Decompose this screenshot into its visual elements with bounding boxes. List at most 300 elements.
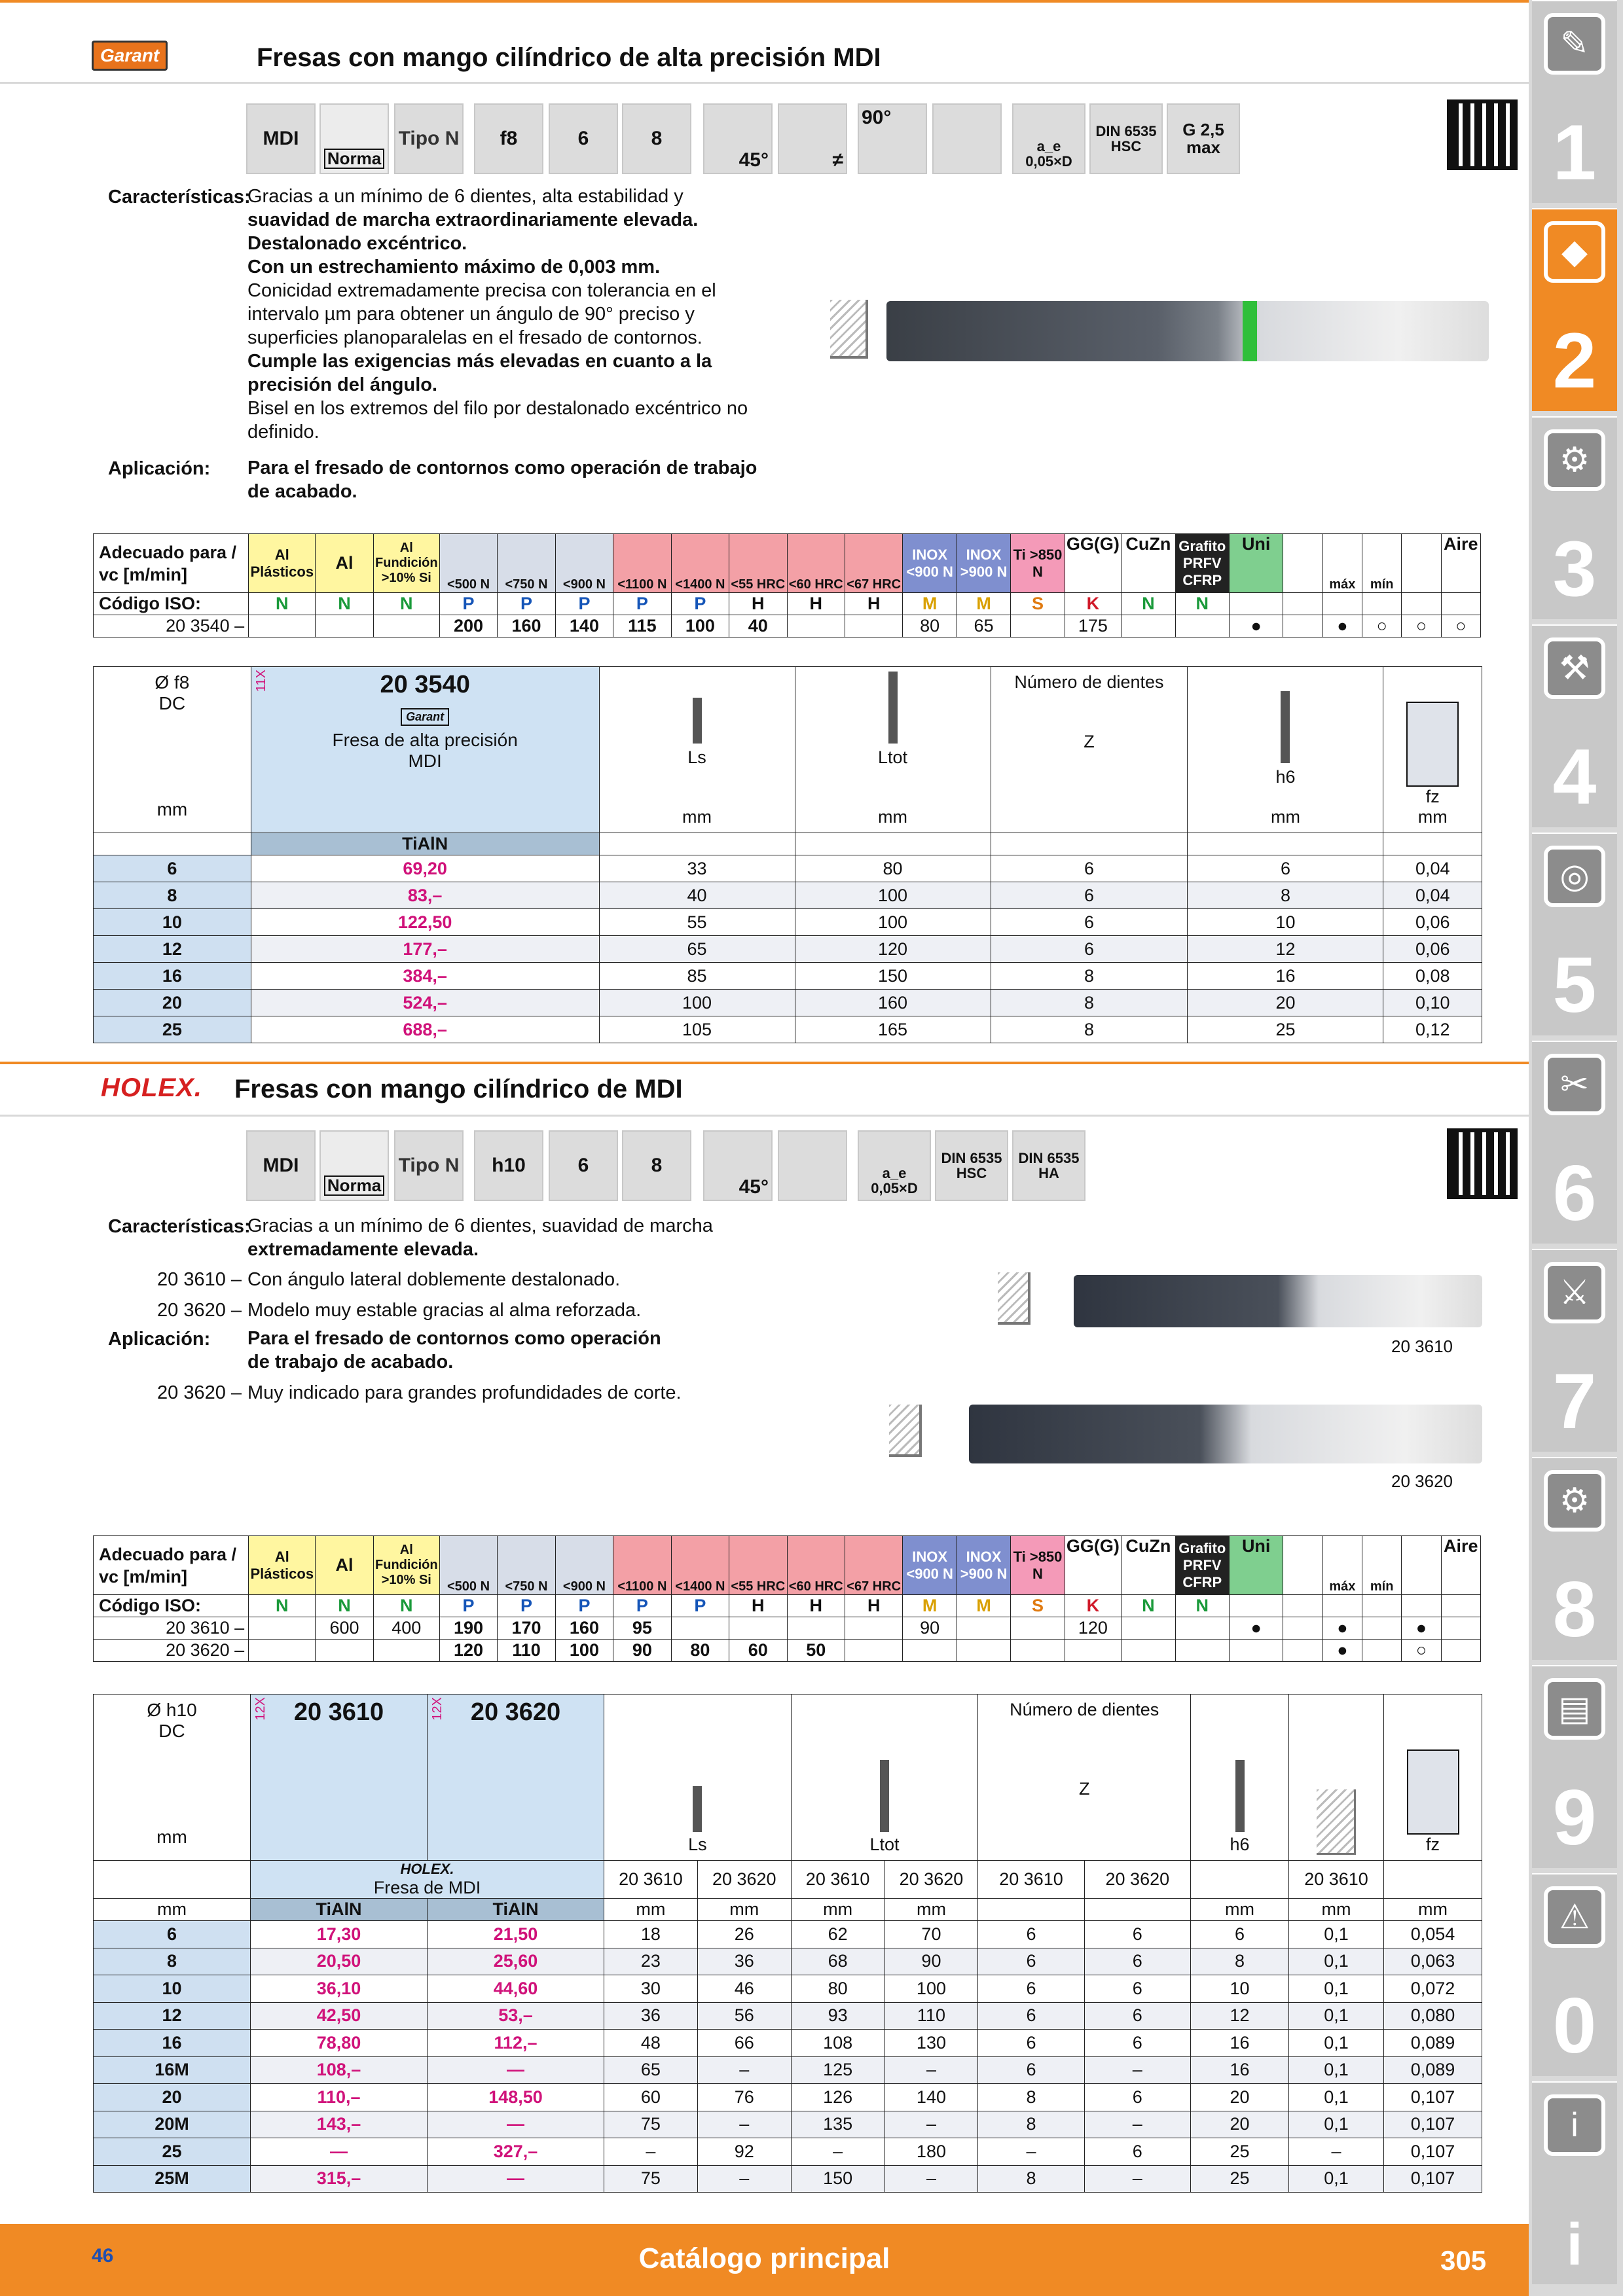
cell-la: 126 [791, 2084, 884, 2111]
cell [957, 1640, 1010, 1662]
cell-ls: 40 [599, 882, 795, 909]
symbol-direction-icon-2 [778, 1130, 847, 1201]
cell-pb: — [428, 2111, 604, 2138]
note-203610-code: 20 3610 – [157, 1269, 242, 1290]
cell-lb: 140 [884, 2084, 978, 2111]
cell [1441, 1640, 1480, 1662]
cell: N [1122, 1595, 1175, 1617]
symbol-direction-icon [932, 103, 1002, 174]
feed-fz-icon [1406, 702, 1459, 787]
cell-lsa: 75 [604, 2165, 698, 2193]
cell-price: 83,– [251, 882, 599, 909]
side-tab-number: 7 [1552, 1357, 1597, 1445]
side-tab-6[interactable] [1532, 1041, 1617, 1244]
chapter-8-icon: ⚙ [1544, 1470, 1605, 1532]
cell [787, 615, 845, 637]
cell: S [1011, 593, 1065, 615]
qr-code-icon-2[interactable] [1447, 1128, 1518, 1199]
cell-pa: 17,30 [251, 1921, 428, 1948]
cell-z: 6 [991, 936, 1188, 963]
cell [1283, 1640, 1322, 1662]
cell-pa: 315,– [251, 2165, 428, 2193]
cell-h6: 16 [1191, 2030, 1289, 2057]
cell-h6: 10 [1191, 1975, 1289, 2003]
cell-zb: 6 [1084, 2084, 1190, 2111]
cell: P [555, 593, 613, 615]
chamfer-size-icon [1317, 1789, 1356, 1855]
cell-pa: 78,80 [251, 2030, 428, 2057]
symbol-norma-2: Norma [319, 1130, 389, 1201]
cell-pb: 53,– [428, 2002, 604, 2030]
side-tab-1[interactable] [1532, 0, 1617, 203]
symbol-balance: G 2,5 max [1167, 103, 1240, 174]
cell-dc: 6 [94, 1921, 251, 1948]
tool-green-ring [1243, 301, 1257, 361]
cell: 65 [957, 615, 1010, 637]
cell [1011, 1617, 1065, 1640]
cell-za: 6 [978, 1975, 1084, 2003]
cell-h6: 25 [1188, 1016, 1383, 1043]
cell: 80 [903, 615, 957, 637]
length-ltot-icon-2 [880, 1760, 889, 1832]
cell-lb: 180 [884, 2138, 978, 2166]
suitability-table-1: Adecuado para / vc [m/min] Al Plásticos Al Al Fundición >10% Si <500 N <750 N <900 N <1100 N <1400 N <55 HRC <60 HRC <67 HRC INOX <900 N INOX >900 N Ti >850 N GG(G) CuZn Grafito PRFV CFRP Uni máx mín Aire Código ISO: N N N P P P P P H H H M M S K N N 20 3540 – 200 160 140 115 100 40 80 65 175 ● ● ○ ○ ○ [93, 533, 1481, 637]
cell-price: 524,– [251, 990, 599, 1016]
chapter-5-icon: ◎ [1544, 846, 1605, 907]
cell-ch: 0,1 [1289, 1948, 1384, 1975]
note-203620-app-code: 20 3620 – [157, 1382, 242, 1403]
cell-fz: 0,08 [1383, 963, 1482, 990]
side-tab-9[interactable] [1532, 1665, 1617, 1868]
cell: 600 [316, 1617, 373, 1640]
table-row [94, 2002, 1482, 2030]
cell-pb: 148,50 [428, 2084, 604, 2111]
cell-lb: 110 [884, 2002, 978, 2030]
cell-dc: 8 [94, 882, 251, 909]
cell-lsa: 75 [604, 2111, 698, 2138]
cell-z: 6 [991, 909, 1188, 936]
cell [1011, 1640, 1065, 1662]
suitability-table-2: Adecuado para / vc [m/min] Al Plásticos Al Al Fundición >10% Si <500 N <750 N <900 N <1100 N <1400 N <55 HRC <60 HRC <67 HRC INOX <900 N INOX >900 N Ti >850 N GG(G) CuZn Grafito PRFV CFRP Uni máx mín Aire Código ISO: N N N P P P P P H H H M M S K N N 20 3610 – 600 400 190 170 160 95 90 120 ● ● ● 20 3620 – 120 110 100 90 80 60 50 ● ○ [93, 1535, 1481, 1662]
cell: 110 [498, 1640, 555, 1662]
symbol-norma: Norma [319, 103, 389, 174]
cell-ch: 0,1 [1289, 2165, 1384, 2193]
cell-dc: 25 [94, 1016, 251, 1043]
cell-lb: 100 [884, 1975, 978, 2003]
cell: ● [1229, 1617, 1283, 1640]
cell: H [845, 1595, 902, 1617]
cell [1283, 1595, 1322, 1617]
cell-dc: 6 [94, 855, 251, 882]
cell: P [498, 593, 555, 615]
chapter-7-icon: ⚔ [1544, 1262, 1605, 1323]
cell: H [787, 593, 845, 615]
section2-title: Fresas con mango cilíndrico de MDI [234, 1075, 683, 1103]
cell-h6: 12 [1191, 2002, 1289, 2030]
cell [249, 615, 316, 637]
cell-h6: 16 [1191, 2056, 1289, 2084]
side-tab-number: 3 [1552, 525, 1597, 613]
cell: ○ [1402, 615, 1441, 637]
chapter-9-icon: ▤ [1544, 1678, 1605, 1740]
cell-h6: 12 [1188, 936, 1383, 963]
cell: 100 [555, 1640, 613, 1662]
side-tab-0[interactable] [1532, 1873, 1617, 2076]
cell: 120 [1065, 1617, 1121, 1640]
cell [316, 615, 373, 637]
cell-la: – [791, 2138, 884, 2166]
length-ls-icon [693, 698, 702, 744]
iso-row-2: Código ISO: N N N P P P P P H H H M M S K N N [94, 1595, 1481, 1617]
tool-label-203620: 20 3620 [1391, 1471, 1453, 1491]
cell-h6: 6 [1191, 1921, 1289, 1948]
table-row [94, 2138, 1482, 2166]
symbol-8-teeth-icon: 8 [622, 103, 691, 174]
cell: 95 [613, 1617, 671, 1640]
symbol-tipo-2: Tipo N [394, 1130, 464, 1201]
cell [316, 1640, 373, 1662]
cell: ● [1322, 1640, 1362, 1662]
side-tab-5[interactable] [1532, 833, 1617, 1035]
cell-pb: — [428, 2056, 604, 2084]
cell: ● [1322, 615, 1362, 637]
cell-h6: 8 [1188, 882, 1383, 909]
cell-dc: 25 [94, 2138, 251, 2166]
chapter-6-icon: ✂ [1544, 1054, 1605, 1115]
symbol-helix-45-icon-2: 45° [703, 1130, 773, 1201]
cell-pa: 108,– [251, 2056, 428, 2084]
cell: N [1175, 1595, 1229, 1617]
cell-za: – [978, 2138, 1084, 2166]
symbol-helix-45-icon: 45° [703, 103, 773, 174]
cell-ch: 0,1 [1289, 2030, 1384, 2057]
cell-lb: – [884, 2056, 978, 2084]
dry-icon [1402, 534, 1441, 593]
cell [1122, 615, 1175, 637]
dry-icon-2 [1402, 1536, 1441, 1595]
cell-h6: 8 [1191, 1948, 1289, 1975]
symbol-6-teeth-icon: 6 [549, 103, 618, 174]
cell-dc: 8 [94, 1948, 251, 1975]
cell-z: 6 [991, 855, 1188, 882]
cell: ○ [1441, 615, 1480, 637]
cell: P [671, 1595, 729, 1617]
cell-pa: 110,– [251, 2084, 428, 2111]
symbol-unequal-icon: ≠ [778, 103, 847, 174]
cell: 50 [787, 1640, 845, 1662]
cell-fz: 0,107 [1384, 2165, 1482, 2193]
cell-fz: 0,072 [1384, 1975, 1482, 2003]
shank-h6-icon-2 [1235, 1760, 1245, 1832]
cell-dc: 25M [94, 2165, 251, 2193]
caracteristicas-text-2: Gracias a un mínimo de 6 dientes, suavidad de marcha extremadamente elevada. [247, 1215, 713, 1260]
cell-ch: 0,1 [1289, 2056, 1384, 2084]
cell-ch: 0,1 [1289, 2084, 1384, 2111]
cell [903, 1640, 957, 1662]
table-row [94, 2056, 1482, 2084]
cell: M [903, 593, 957, 615]
cell [1283, 1617, 1322, 1640]
cell-pa: 42,50 [251, 2002, 428, 2030]
length-ls-icon-2 [693, 1786, 702, 1832]
cell-pb: 25,60 [428, 1948, 604, 1975]
cell-lsb: 36 [697, 1948, 791, 1975]
symbol-ae-icon: a_e 0,05×D [1012, 103, 1085, 174]
symbol-tolerance-2: h10 [474, 1130, 543, 1201]
cell: S [1011, 1595, 1065, 1617]
cell-lsa: – [604, 2138, 698, 2166]
cell [1362, 1617, 1402, 1640]
shank-h6-icon [1281, 691, 1290, 763]
cell: 120 [439, 1640, 497, 1662]
cell-lb: 70 [884, 1921, 978, 1948]
cell-la: 108 [791, 2030, 884, 2057]
cell: N [1175, 593, 1229, 615]
coolant-icon [1283, 534, 1322, 593]
note-203620: Modelo muy estable gracias al alma reforzada. [247, 1300, 642, 1321]
cell-za: 6 [978, 2002, 1084, 2030]
side-tab-4[interactable] [1532, 624, 1617, 827]
cell [249, 1640, 316, 1662]
cell: 160 [498, 615, 555, 637]
chapter-1-icon: ✎ [1544, 13, 1605, 75]
cell-pb: 327,– [428, 2138, 604, 2166]
cell [249, 1617, 316, 1640]
cell-fz: 0,04 [1383, 882, 1482, 909]
cell: P [555, 1595, 613, 1617]
cell-zb: 6 [1084, 1921, 1190, 1948]
side-tab-8[interactable] [1532, 1457, 1617, 1660]
cell-fz: 0,054 [1384, 1921, 1482, 1948]
section1-title: Fresas con mango cilíndrico de alta precisión MDI [257, 43, 881, 72]
vc-row-203620: 20 3620 – 120 110 100 90 80 60 50 ● ○ [94, 1640, 1481, 1662]
holex-logo-small: HOLEX. [400, 1861, 454, 1877]
cell-zb: – [1084, 2165, 1190, 2193]
cell [729, 1617, 787, 1640]
caracteristicas-label-2: Características: [108, 1216, 251, 1237]
cell-dc: 12 [94, 936, 251, 963]
symbol-mdi-2: MDI [246, 1130, 316, 1201]
cell-ls: 85 [599, 963, 795, 990]
vc-row-203610: 20 3610 – 600 400 190 170 160 95 90 120 ● ● ● [94, 1617, 1481, 1640]
cell-pb: 21,50 [428, 1921, 604, 1948]
cell [373, 1640, 439, 1662]
cell-pb: — [428, 2165, 604, 2193]
cell: 100 [671, 615, 729, 637]
side-tab-3[interactable] [1532, 416, 1617, 619]
cell: 90 [613, 1640, 671, 1662]
cell: N [316, 593, 373, 615]
cell: P [613, 1595, 671, 1617]
aplicacion-text-2: Para el fresado de contornos como operación de trabajo de acabado. [247, 1328, 661, 1372]
chapter-2-icon: ◆ [1544, 221, 1605, 283]
symbol-tipo: Tipo N [394, 103, 464, 174]
cell-lsa: 18 [604, 1921, 698, 1948]
cell-h6: 25 [1191, 2165, 1289, 2193]
aplicacion-label-2: Aplicación: [108, 1329, 211, 1350]
cell-pa: 20,50 [251, 1948, 428, 1975]
product-table-203540: Ø f8 DC mm 11X 20 3540 Garant Fresa de alta precisión MDI Ls mm Ltot mm Número de dientes Z h6 mm fz mm TiAlN 6 69,20 33 80 6 6 0,04 8 83,– 40 100 6 8 0,04 10 122,50 55 100 6 10 0,06 12 177,– 65 120 6 12 0,06 16 384,– 85 150 8 16 0,08 20 524,– 100 160 8 20 0,10 25 688,– 105 165 8 25 0,12 [93, 666, 1482, 1043]
cell-lsb: 26 [697, 1921, 791, 1948]
cell-ltot: 100 [795, 882, 991, 909]
cell-pa: 36,10 [251, 1975, 428, 2003]
cell-price: 384,– [251, 963, 599, 990]
symbol-tolerance: f8 [474, 103, 543, 174]
cell [1362, 593, 1402, 615]
cell-h6: 10 [1188, 909, 1383, 936]
cell-ls: 55 [599, 909, 795, 936]
cell-lb: 90 [884, 1948, 978, 1975]
cell [1441, 1617, 1480, 1640]
cell-la: 135 [791, 2111, 884, 2138]
cell [671, 1617, 729, 1640]
cell-lsb: – [697, 2056, 791, 2084]
cell-z: 8 [991, 990, 1188, 1016]
cell: 400 [373, 1617, 439, 1640]
cell [1229, 593, 1283, 615]
cell-dc: 20 [94, 990, 251, 1016]
table-row [94, 882, 1482, 909]
side-tab-number: 2 [1552, 317, 1597, 404]
cell-fz: 0,12 [1383, 1016, 1482, 1043]
cell [787, 1617, 845, 1640]
cell-dc: 16 [94, 2030, 251, 2057]
length-ltot-icon [888, 672, 898, 744]
cell-za: 6 [978, 1948, 1084, 1975]
cell-lsa: 23 [604, 1948, 698, 1975]
cell-fz: 0,06 [1383, 936, 1482, 963]
cell-fz: 0,107 [1384, 2138, 1482, 2166]
cell [1402, 593, 1441, 615]
cell-lsa: 65 [604, 2056, 698, 2084]
symbol-din-hsc: DIN 6535 HSC [1089, 103, 1163, 174]
cell-lsb: – [697, 2165, 791, 2193]
cell [1283, 593, 1322, 615]
cell [845, 1640, 902, 1662]
side-tab-number: 1 [1552, 109, 1597, 196]
cell: 60 [729, 1640, 787, 1662]
cell [1362, 1595, 1402, 1617]
caracteristicas-text: Gracias a un mínimo de 6 dientes, alta estabilidad y suavidad de marcha extraordinariamente elevada. Destalonado excéntrico. Con un estrechamiento máximo de 0,003 mm. Conicidad extremadamente precisa con tolerancia en el intervalo µm para obtener un ángulo de 90° preciso y superficies planoparalelas en el fresado de contornos. Cumple las exigencias más elevadas en cuanto a la precisión del ángulo. Bisel en los extremos del filo por destalonado excéntrico no definido. [247, 186, 748, 442]
side-tab-number: 8 [1552, 1566, 1597, 1653]
cell-fz: 0,04 [1383, 855, 1482, 882]
table-row [94, 1948, 1482, 1975]
cell-fz: 0,107 [1384, 2084, 1482, 2111]
cell-la: 68 [791, 1948, 884, 1975]
side-tab-number: 4 [1552, 733, 1597, 821]
cell-price: 688,– [251, 1016, 599, 1043]
cell-z: 8 [991, 963, 1188, 990]
cell [1283, 615, 1322, 637]
cell [1229, 1640, 1283, 1662]
cell-fz: 0,080 [1384, 2002, 1482, 2030]
cell-dc: 10 [94, 1975, 251, 2003]
cell-fz: 0,063 [1384, 1948, 1482, 1975]
caracteristicas-label: Características: [108, 187, 251, 207]
cell: 160 [555, 1617, 613, 1640]
cell: K [1065, 593, 1121, 615]
cell-zb: – [1084, 2111, 1190, 2138]
tool-label-203610: 20 3610 [1391, 1336, 1453, 1356]
cell [1065, 1640, 1121, 1662]
cell: K [1065, 1595, 1121, 1617]
cell-h6: 20 [1188, 990, 1383, 1016]
cell-h6: 20 [1191, 2084, 1289, 2111]
side-tab-7[interactable] [1532, 1249, 1617, 1452]
cell: N [249, 593, 316, 615]
side-tab-2[interactable] [1532, 208, 1617, 411]
chamfer-icon [830, 300, 868, 359]
cell-ch: – [1289, 2138, 1384, 2166]
side-tab-number: i [1566, 2212, 1583, 2278]
cell: N [1122, 593, 1175, 615]
cell-zb: 6 [1084, 2030, 1190, 2057]
cell-ltot: 80 [795, 855, 991, 882]
cell-dc: 16M [94, 2056, 251, 2084]
garant-logo-small: Garant [401, 708, 449, 726]
cell: N [373, 1595, 439, 1617]
table-row [94, 963, 1482, 990]
note-203610: Con ángulo lateral doblemente destalonado. [247, 1269, 621, 1290]
cell-ls: 65 [599, 936, 795, 963]
qr-code-icon[interactable] [1447, 99, 1518, 170]
cell-ch: 0,1 [1289, 2002, 1384, 2030]
cell-ltot: 160 [795, 990, 991, 1016]
cell [1441, 1595, 1480, 1617]
cell-ltot: 165 [795, 1016, 991, 1043]
cell-zb: 6 [1084, 2002, 1190, 2030]
table-row [94, 990, 1482, 1016]
chapter-i-icon: i [1544, 2094, 1605, 2156]
cell [1175, 1617, 1229, 1640]
cell: 190 [439, 1617, 497, 1640]
chamfer-90-icon [889, 1405, 922, 1457]
cell-la: 125 [791, 2056, 884, 2084]
cell [1402, 1595, 1441, 1617]
cell-za: 8 [978, 2111, 1084, 2138]
cell-h6: 16 [1188, 963, 1383, 990]
cell-pa: 143,– [251, 2111, 428, 2138]
product-table-203610-203620: Ø h10 DC mm 12X 20 3610 12X 20 3620 Ls Ltot Número de dientes Z h6 fz HOLEX. Fresa de MDI 20 3610 20 3620 20 3610 20 3620 20 3610 20 3620 20 3610 mm TiAlN TiAlN mm mm mm mm mm mm mm 6 17,30 21,50 18 26 62 70 6 6 6 0,1 0,054 8 20,50 25,60 23 36 68 90 6 6 8 0,1 0,063 10 36,10 44,60 30 46 80 100 6 6 10 0,1 0,072 12 42,50 53,– 36 56 93 110 6 6 12 0,1 0,080 16 78,80 112,– 48 66 108 130 6 6 16 0,1 0,089 16M 108,– — 65 – 125 – 6 – 16 0,1 0,089 20 110,– 148,50 60 76 126 140 8 6 20 0,1 0,107 20M 143,– — 75 – 135 – 8 – 20 0,1 0,107 25 — 327,– – 92 – 180 – 6 25 – 0,107 25M 315,– — 75 – 150 – 8 – 25 0,1 0,107 [93, 1694, 1482, 2193]
table-row [94, 2165, 1482, 2193]
cell-price: 177,– [251, 936, 599, 963]
table-row [94, 1921, 1482, 1948]
cell: ● [1402, 1617, 1441, 1640]
cell-zb: 6 [1084, 2138, 1190, 2166]
cell: P [439, 593, 497, 615]
cell [957, 1617, 1010, 1640]
symbol-8-teeth-icon-2: 8 [622, 1130, 691, 1201]
page-number-left: 46 [92, 2245, 114, 2267]
cell-lsb: – [697, 2111, 791, 2138]
cell: 200 [439, 615, 497, 637]
cell-ls: 100 [599, 990, 795, 1016]
cell-h6: 20 [1191, 2111, 1289, 2138]
cell-ch: 0,1 [1289, 1975, 1384, 2003]
cell: 90 [903, 1617, 957, 1640]
cell-dc: 20 [94, 2084, 251, 2111]
side-tab-number: 6 [1552, 1149, 1597, 1237]
table-row [94, 1016, 1482, 1043]
symbol-din-hsc-2: DIN 6535 HSC [935, 1130, 1008, 1201]
note-203620-code: 20 3620 – [157, 1300, 242, 1321]
cell: ● [1229, 615, 1283, 637]
cell: 140 [555, 615, 613, 637]
cell [1175, 615, 1229, 637]
cell-z: 8 [991, 1016, 1188, 1043]
side-tab-i[interactable] [1532, 2081, 1617, 2284]
coolant-icon-2 [1283, 1536, 1322, 1595]
